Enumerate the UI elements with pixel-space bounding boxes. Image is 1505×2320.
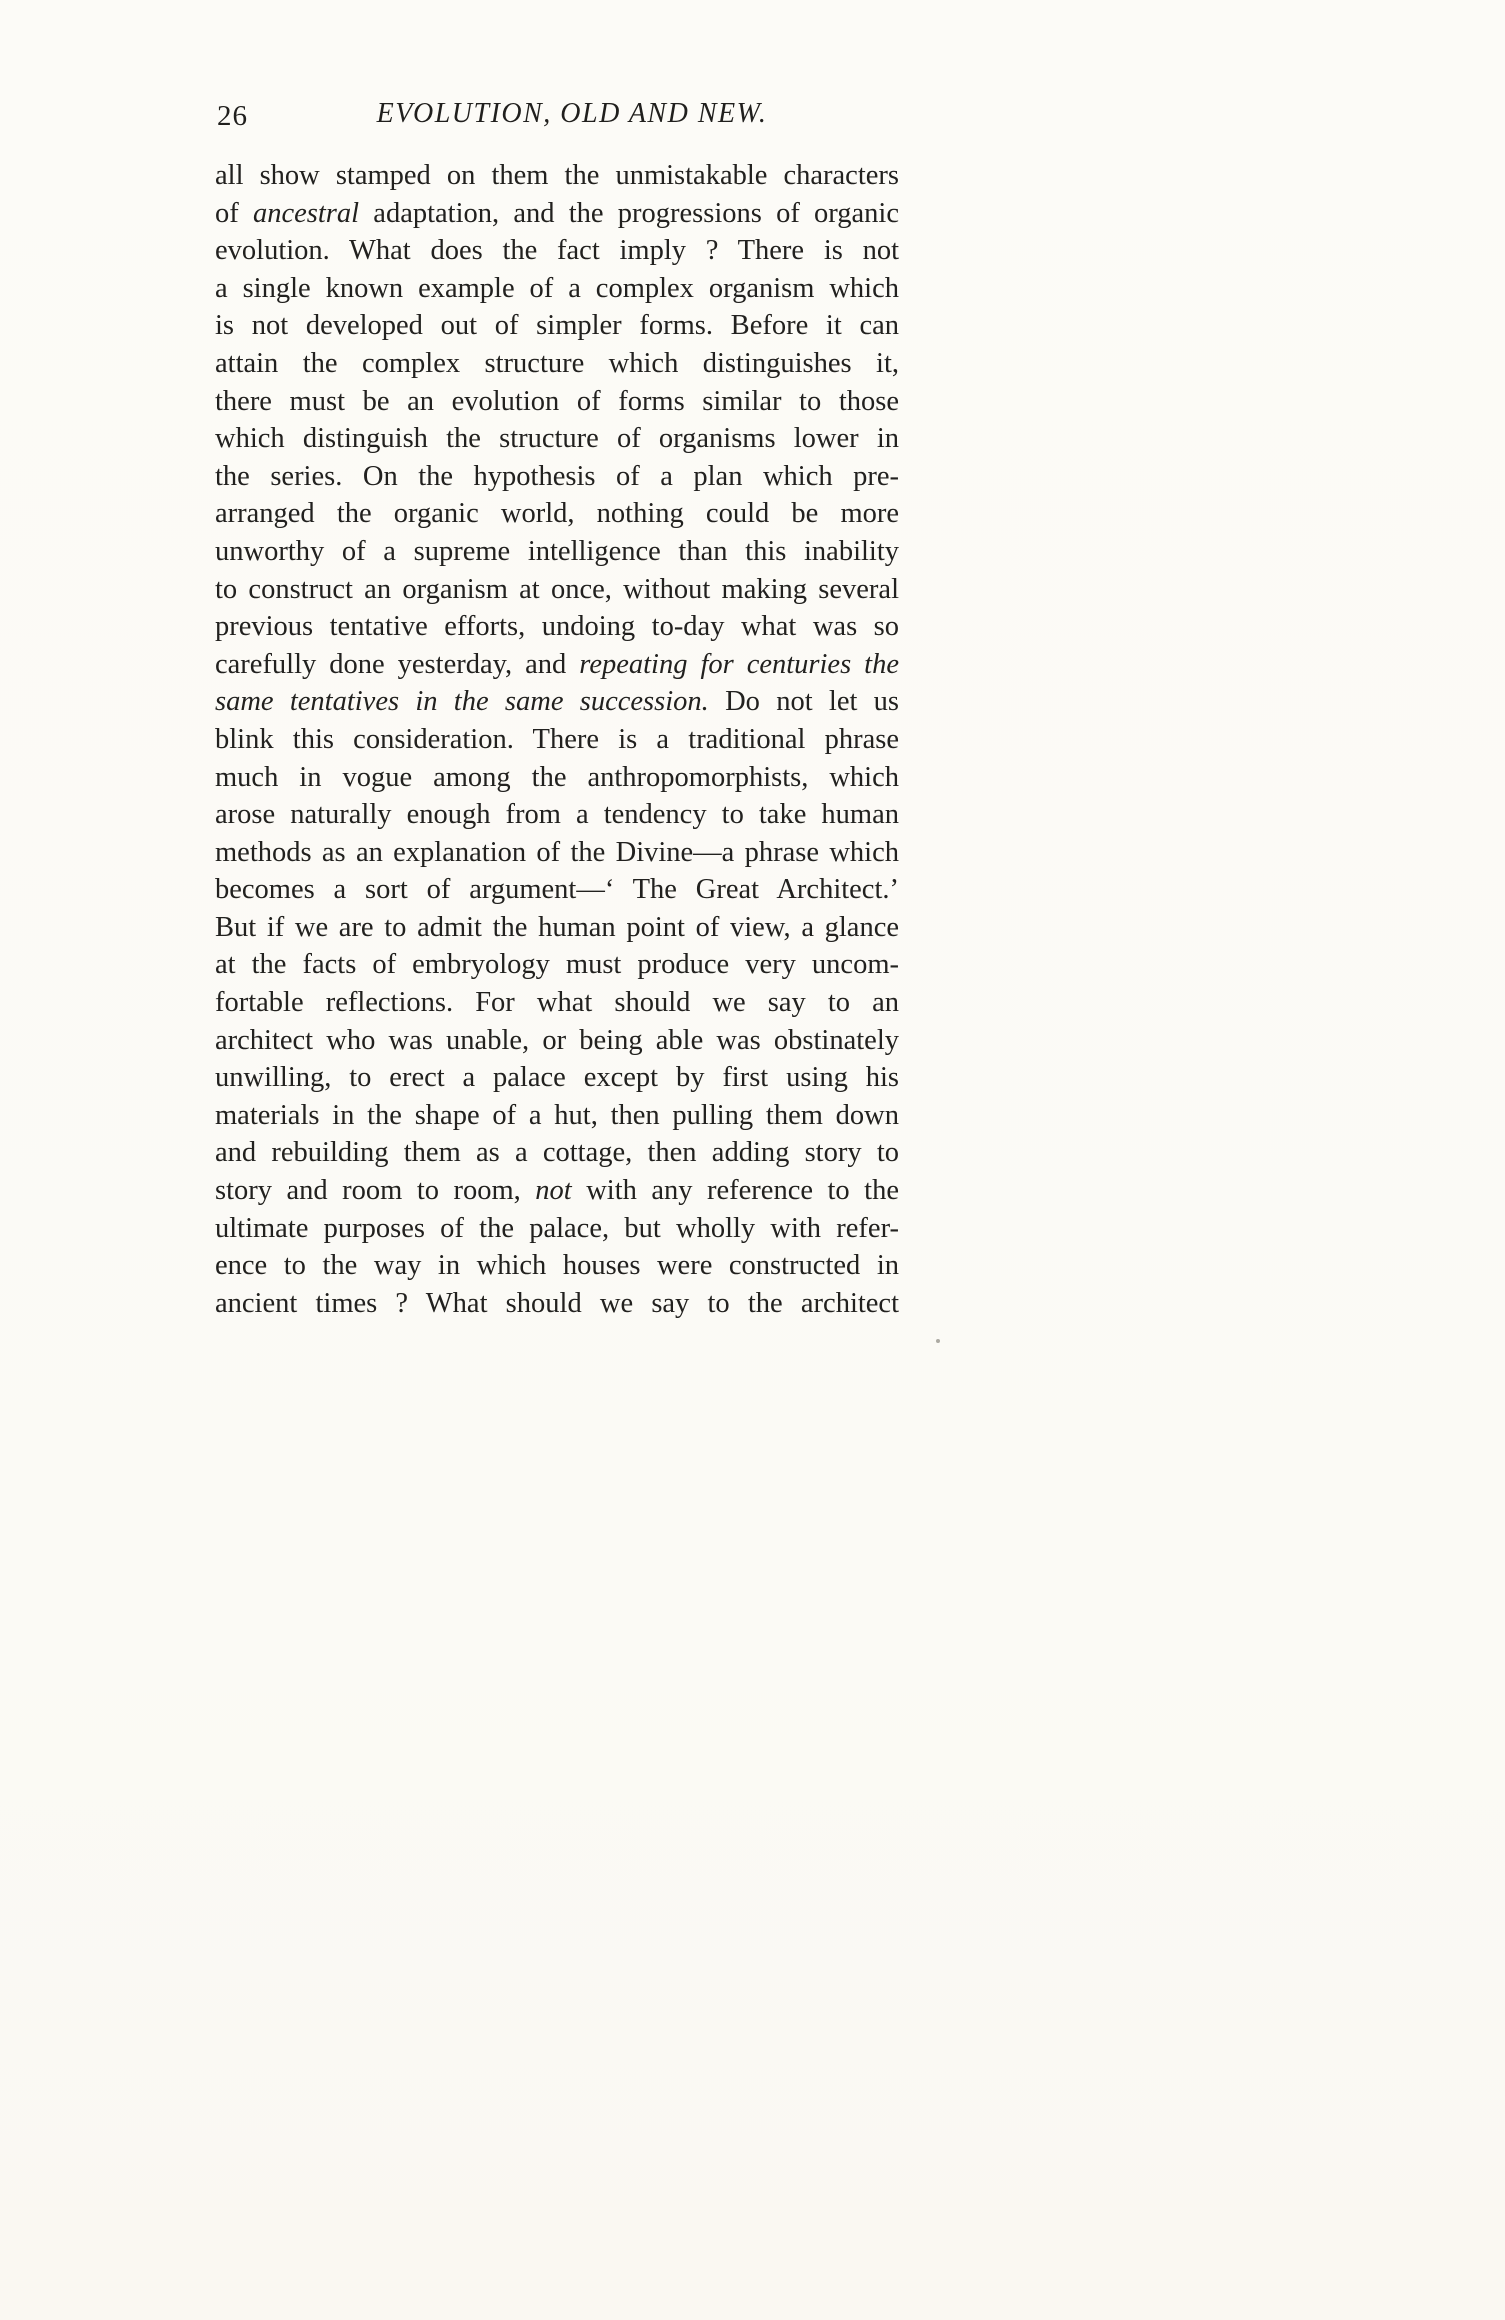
text-line — [215, 1172, 899, 1210]
text-line — [215, 608, 899, 646]
text-segment: at the facts of embryology must produce very uncom- — [215, 949, 899, 981]
text-segment: becomes a sort of argument—‘ The Great Architect.’ — [215, 874, 899, 906]
text-line — [215, 796, 899, 834]
text-segment: unwilling, to erect a palace except by first using his — [215, 1062, 899, 1094]
text-segment: evolution. What does the fact imply ? There is not — [215, 235, 899, 267]
text-line — [215, 759, 899, 797]
text-segment: arose naturally enough from a tendency to take human — [215, 799, 899, 831]
text-segment: arranged the organic world, nothing could be more — [215, 498, 899, 530]
text-segment: ancient times ? What should we say to the architect — [215, 1287, 899, 1319]
text-segment: methods as an explanation of the Divine—a phrase which — [215, 836, 899, 868]
text-line — [215, 307, 899, 345]
text-line — [215, 383, 899, 421]
text-segment: fortable reflections. For what should we say to an — [215, 987, 899, 1019]
text-segment: with any reference to the — [571, 1175, 899, 1207]
text-line — [215, 1059, 899, 1097]
text-segment: carefully done yesterday, and — [215, 648, 580, 680]
text-segment: blink this consideration. There is a traditional phrase — [215, 723, 899, 755]
text-segment: to construct an organism at once, without making several — [215, 573, 899, 605]
text-line — [215, 1097, 899, 1135]
running-title: EVOLUTION, OLD AND NEW. — [376, 98, 768, 129]
text-line — [215, 270, 899, 308]
text-line — [215, 721, 899, 759]
page-number: 26 — [217, 100, 248, 132]
text-line — [215, 984, 899, 1022]
text-segment: there must be an evolution of forms similar to those — [215, 385, 899, 417]
text-line — [215, 232, 899, 270]
italic-text: ancestral — [252, 197, 360, 229]
text-line — [215, 495, 899, 533]
text-line — [215, 683, 899, 721]
text-segment: previous tentative efforts, undoing to-day what was so — [215, 611, 899, 643]
text-line — [215, 1247, 899, 1285]
text-line — [215, 909, 899, 947]
text-line — [215, 871, 899, 909]
text-segment: Do not let us — [708, 686, 900, 718]
text-segment: But if we are to admit the human point of view, a glance — [215, 911, 899, 943]
text-line — [215, 157, 899, 195]
text-line — [215, 1022, 899, 1060]
body-text — [215, 157, 899, 1322]
text-segment: a single known example of a complex organism which — [215, 272, 899, 304]
text-segment: the series. On the hypothesis of a plan which pre- — [215, 460, 899, 492]
text-line — [215, 1210, 899, 1248]
italic-text: same tentatives in the same succession. — [215, 686, 709, 718]
text-line — [215, 1285, 899, 1323]
text-segment: attain the complex structure which distinguishes it, — [215, 347, 899, 379]
page-header — [215, 98, 899, 140]
text-line — [215, 195, 899, 233]
text-line — [215, 1134, 899, 1172]
text-line — [215, 458, 899, 496]
text-segment: much in vogue among the anthropomorphists, which — [215, 761, 899, 793]
text-segment: and rebuilding them as a cottage, then adding story to — [215, 1137, 899, 1169]
text-line — [215, 345, 899, 383]
text-line — [215, 834, 899, 872]
text-segment: adaptation, and the progressions of organic — [359, 197, 899, 229]
italic-text: not — [535, 1175, 572, 1207]
italic-text: repeating for centuries the — [579, 648, 899, 680]
text-segment: ence to the way in which houses were constructed in — [215, 1250, 899, 1282]
text-line — [215, 646, 899, 684]
text-segment: ultimate purposes of the palace, but wholly with refer- — [215, 1212, 899, 1244]
scan-artifact-dot — [936, 1339, 940, 1343]
text-segment: story and room to room, — [215, 1175, 536, 1207]
text-segment: unworthy of a supreme intelligence than this inability — [215, 535, 899, 567]
page-content — [215, 98, 899, 1322]
text-segment: all show stamped on them the unmistakable characters — [215, 160, 899, 191]
text-segment: architect who was unable, or being able was obstinately — [215, 1024, 899, 1056]
text-line — [215, 420, 899, 458]
text-segment: of — [215, 197, 253, 229]
text-segment: which distinguish the structure of organisms lower in — [215, 423, 899, 455]
text-line — [215, 571, 899, 609]
text-segment: is not developed out of simpler forms. Before it can — [215, 310, 899, 342]
text-line — [215, 946, 899, 984]
text-segment: materials in the shape of a hut, then pulling them down — [215, 1099, 899, 1131]
text-line — [215, 533, 899, 571]
